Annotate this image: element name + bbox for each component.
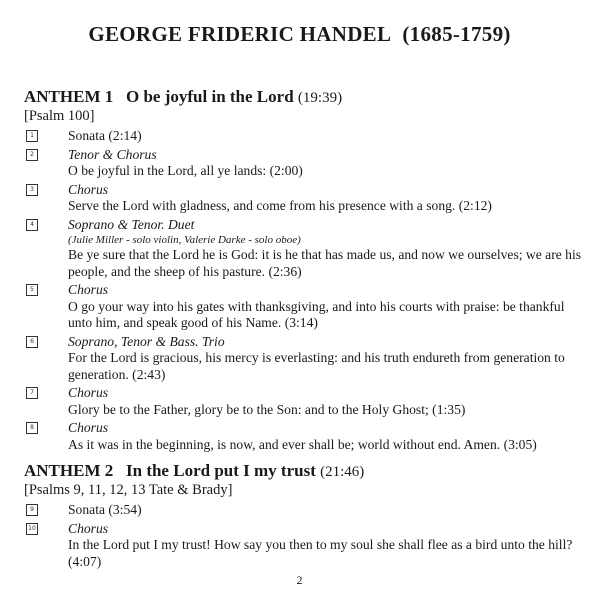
track-item	[24, 182, 584, 215]
anthem-label: ANTHEM 1	[24, 87, 114, 106]
track-voice: Chorus	[68, 520, 109, 536]
track-text: Serve the Lord with gladness, and come from his presence with a song. (2:12)	[68, 198, 492, 213]
track-text: Be ye sure that the Lord he is God: it is he that has made us, and now we ourselves; we are his people, and the sheep of his pasture. (2:36)	[68, 247, 582, 279]
track-number: 4	[26, 219, 38, 231]
track-number: 5	[26, 284, 38, 296]
track-text: For the Lord is gracious, his mercy is everlasting: and his truth endureth from generation to generation. (2:43)	[68, 350, 565, 382]
anthem-name: O be joyful in the Lord	[126, 87, 294, 106]
track-item	[24, 502, 584, 519]
track-item	[24, 147, 584, 180]
track-performers-note: (Julie Miller - solo violin, Valerie Darke - solo oboe)	[68, 234, 301, 246]
track-text: As it was in the beginning, is now, and ever shall be; world without end. Amen. (3:05)	[68, 436, 537, 452]
track-number: 1	[26, 130, 38, 142]
anthem-psalm: [Psalm 100]	[24, 108, 95, 124]
track-item	[24, 521, 584, 571]
composer-dates: (1685-1759)	[402, 22, 511, 46]
anthem-duration: (19:39)	[297, 90, 343, 106]
anthem-2	[24, 461, 584, 572]
anthem-psalm: [Psalms 9, 11, 12, 13 Tate & Brady]	[24, 482, 233, 498]
track-number: 3	[26, 184, 38, 196]
track-voice: Chorus	[68, 282, 109, 297]
track-text: Sonata (3:54)	[68, 502, 142, 517]
track-item	[24, 334, 584, 384]
track-voice: Chorus	[68, 420, 109, 435]
track-number: 7	[26, 387, 38, 399]
page-title	[0, 22, 599, 47]
track-voice: Tenor & Chorus	[68, 146, 157, 162]
composer-name: GEORGE FRIDERIC HANDEL	[88, 22, 392, 46]
track-number: 10	[26, 523, 38, 535]
track-voice: Soprano & Tenor. Duet	[68, 216, 195, 232]
track-number: 6	[26, 336, 38, 348]
track-item	[24, 420, 584, 453]
track-voice: Chorus	[68, 385, 109, 400]
page-number: 2	[296, 573, 303, 587]
track-number: 2	[26, 149, 38, 161]
track-number: 8	[26, 422, 38, 434]
track-text: Sonata (2:14)	[68, 128, 142, 143]
track-item	[24, 128, 584, 145]
anthem-label: ANTHEM 2	[24, 461, 114, 480]
track-number: 9	[26, 504, 38, 516]
track-item	[24, 217, 584, 281]
track-item	[24, 282, 584, 332]
anthem-1	[24, 87, 584, 455]
anthem-heading	[24, 461, 584, 482]
track-text: O be joyful in the Lord, all ye lands: (2:00)	[68, 163, 303, 178]
track-text: O go your way into his gates with thanksgiving, and into his courts with praise: be thankful unto him, and speak good of his Name. (3:14)	[68, 298, 565, 330]
track-text: Glory be to the Father, glory be to the Son: and to the Holy Ghost; (1:35)	[68, 401, 466, 417]
track-voice: Soprano, Tenor & Bass. Trio	[68, 333, 225, 349]
anthem-heading	[24, 87, 584, 108]
anthem-name: In the Lord put I my trust	[126, 461, 316, 480]
track-text: In the Lord put I my trust! How say you then to my soul she shall flee as a bird unto the hill? (4:07)	[68, 537, 573, 569]
track-item	[24, 385, 584, 418]
anthem-duration: (21:46)	[320, 464, 365, 480]
track-voice: Chorus	[68, 181, 109, 197]
